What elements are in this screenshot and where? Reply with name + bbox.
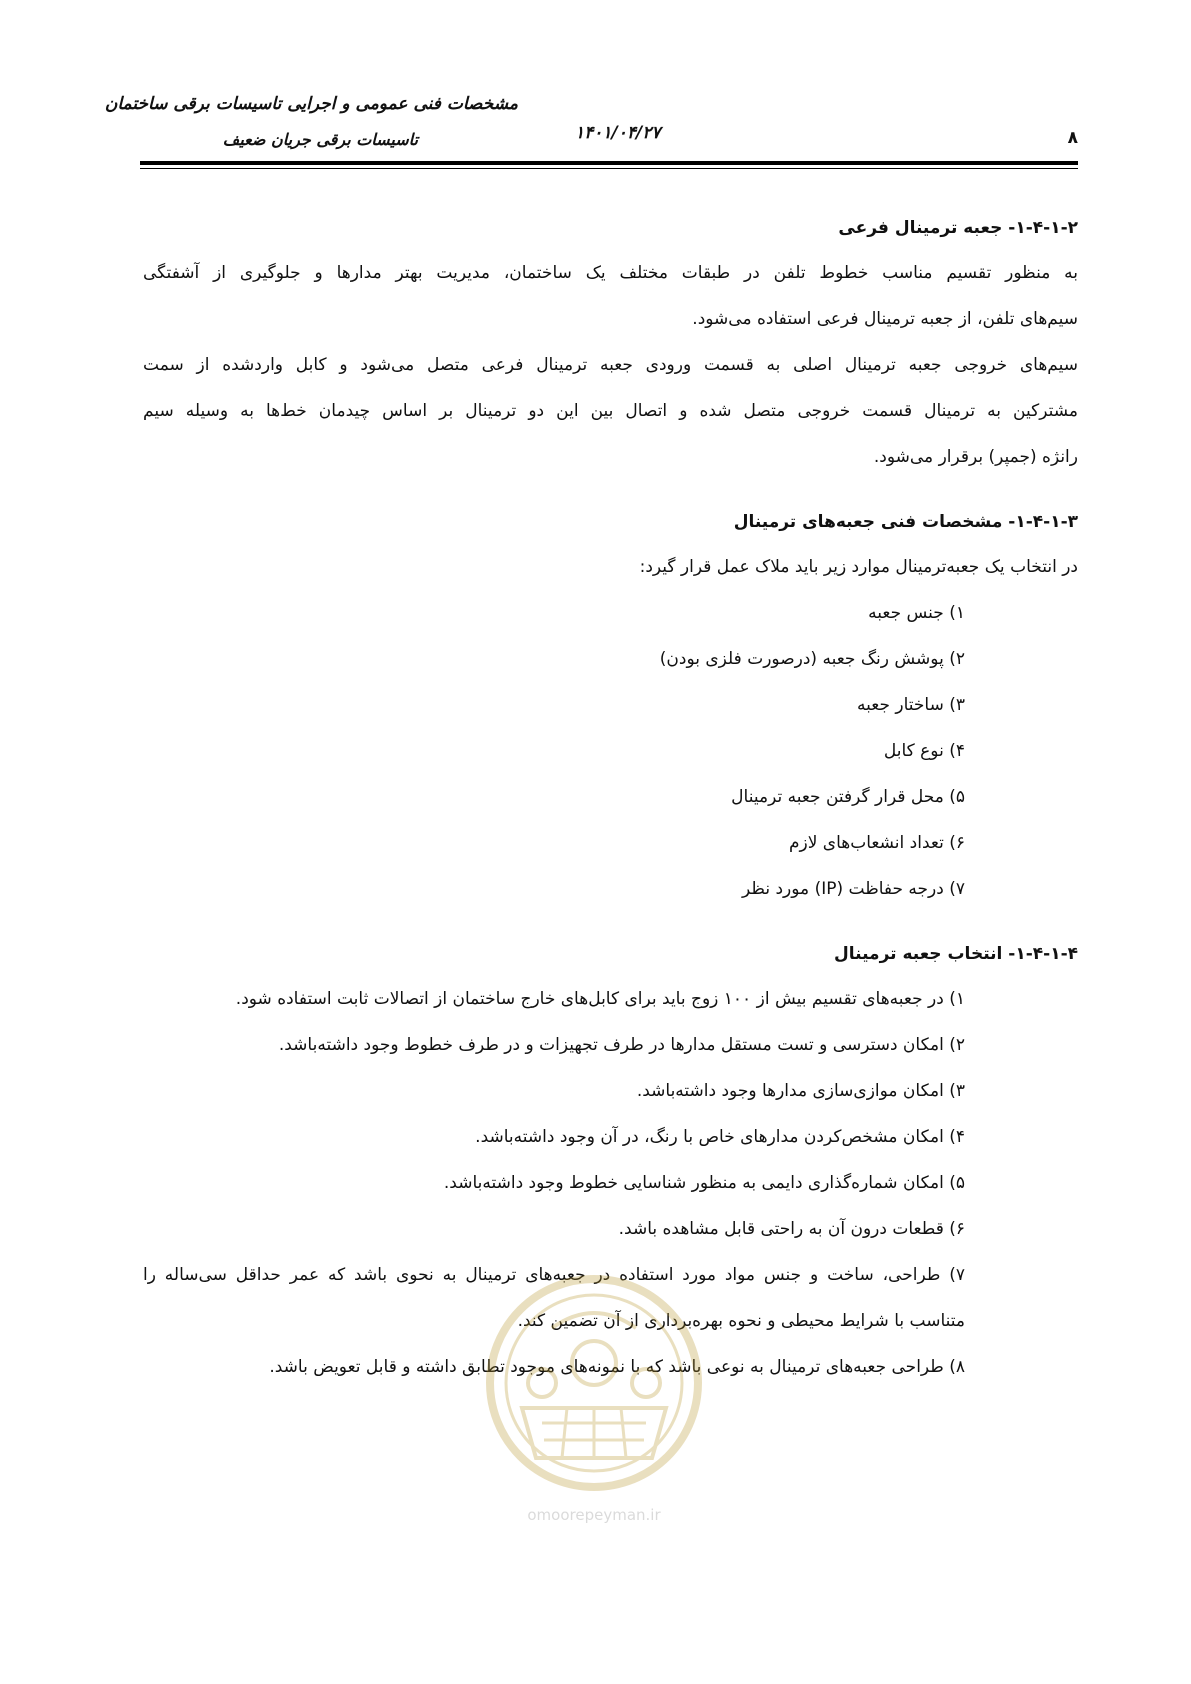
- section-heading-terminal-selection: ۱-۴-۱-۴- انتخاب جعبه ترمینال: [834, 944, 1078, 964]
- header-rule-thick: [140, 161, 1078, 165]
- header-sub-title: تاسیسات برقی جریان ضعیف: [222, 130, 418, 149]
- paragraph-line: رانژه (جمپر) برقرار می‌شود.: [873, 447, 1078, 467]
- list-item: ۵) امکان شماره‌گذاری دایمی به منظور شناسایی خطوط وجود داشته‌باشد.: [443, 1173, 965, 1193]
- selection-list: [143, 976, 1078, 1252]
- list-item: ۶) قطعات درون آن به راحتی قابل مشاهده باشد.: [618, 1219, 965, 1239]
- document-body: [143, 200, 1078, 1390]
- list-item: ۱) در جعبه‌های تقسیم بیش از ۱۰۰ زوج باید برای کابل‌های خارج ساختمان از اتصالات ثابت استفاده شود.: [235, 989, 965, 1009]
- section-heading-technical-specs: ۱-۴-۱-۳- مشخصات فنی جعبه‌های ترمینال: [733, 512, 1078, 532]
- list-item: ۳) امکان موازی‌سازی مدارها وجود داشته‌باشد.: [636, 1081, 965, 1101]
- paragraph-intro: در انتخاب یک جعبه‌ترمینال موارد زیر باید ملاک عمل قرار گیرد:: [639, 557, 1078, 577]
- list-item: ۷) درجه حفاظت (IP) مورد نظر: [742, 879, 965, 899]
- page-header: [104, 78, 1078, 168]
- list-item-continuation: متناسب با شرایط محیطی و نحوه بهره‌برداری از آن تضمین کند.: [517, 1311, 965, 1331]
- list-item: ۷) طراحی، ساخت و جنس مواد مورد استفاده در جعبه‌های ترمینال به نحوی باشد که عمر حداقل سی‌ساله را: [143, 1265, 965, 1285]
- header-date: ۱۴۰۱/۰۴/۲۷: [575, 123, 661, 143]
- list-item: ۵) محل قرار گرفتن جعبه ترمینال: [731, 787, 965, 807]
- watermark-text: omoorepeyman.ir: [527, 1506, 661, 1524]
- list-item: ۱) جنس جعبه: [868, 603, 965, 623]
- list-item: ۶) تعداد انشعاب‌های لازم: [788, 833, 965, 853]
- section-heading-terminal-box-sub: ۱-۴-۱-۲- جعبه ترمینال فرعی: [838, 218, 1078, 238]
- list-item: ۲) پوشش رنگ جعبه (درصورت فلزی بودن): [659, 649, 965, 669]
- list-item: ۴) نوع کابل: [883, 741, 965, 761]
- list-item: ۳) ساختار جعبه: [857, 695, 965, 715]
- list-item: ۸) طراحی جعبه‌های ترمینال به نوعی باشد که با نمونه‌های موجود تطابق داشته و قابل تعویض باشد.: [269, 1357, 965, 1377]
- paragraph-line: سیم‌های تلفن، از جعبه ترمینال فرعی استفاده می‌شود.: [692, 309, 1078, 329]
- list-item: ۲) امکان دسترسی و تست مستقل مدارها در طرف تجهیزات و در طرف خطوط وجود داشته‌باشد.: [278, 1035, 965, 1055]
- paragraph-line: مشترکین به ترمینال قسمت خروجی متصل شده و اتصال بین این دو ترمینال بر اساس چیدمان خط‌ها به وسیله سیم: [143, 401, 1078, 421]
- page-number: ۸: [1067, 128, 1078, 148]
- paragraph-line: به منظور تقسیم مناسب خطوط تلفن در طبقات مختلف یک ساختمان، مدیریت بهتر مدارها و جلوگیری از آشفتگی: [143, 263, 1078, 283]
- header-rule-thin: [140, 168, 1078, 169]
- header-main-title: مشخصات فنی عمومی و اجرایی تاسیسات برقی ساختمان: [104, 94, 518, 114]
- list-item: ۴) امکان مشخص‌کردن مدارهای خاص با رنگ، در آن وجود داشته‌باشد.: [475, 1127, 965, 1147]
- spec-list: [143, 590, 1078, 912]
- paragraph-line: سیم‌های خروجی جعبه ترمینال اصلی به قسمت ورودی جعبه ترمینال فرعی متصل می‌شود و کابل واردشده از سمت: [143, 355, 1078, 375]
